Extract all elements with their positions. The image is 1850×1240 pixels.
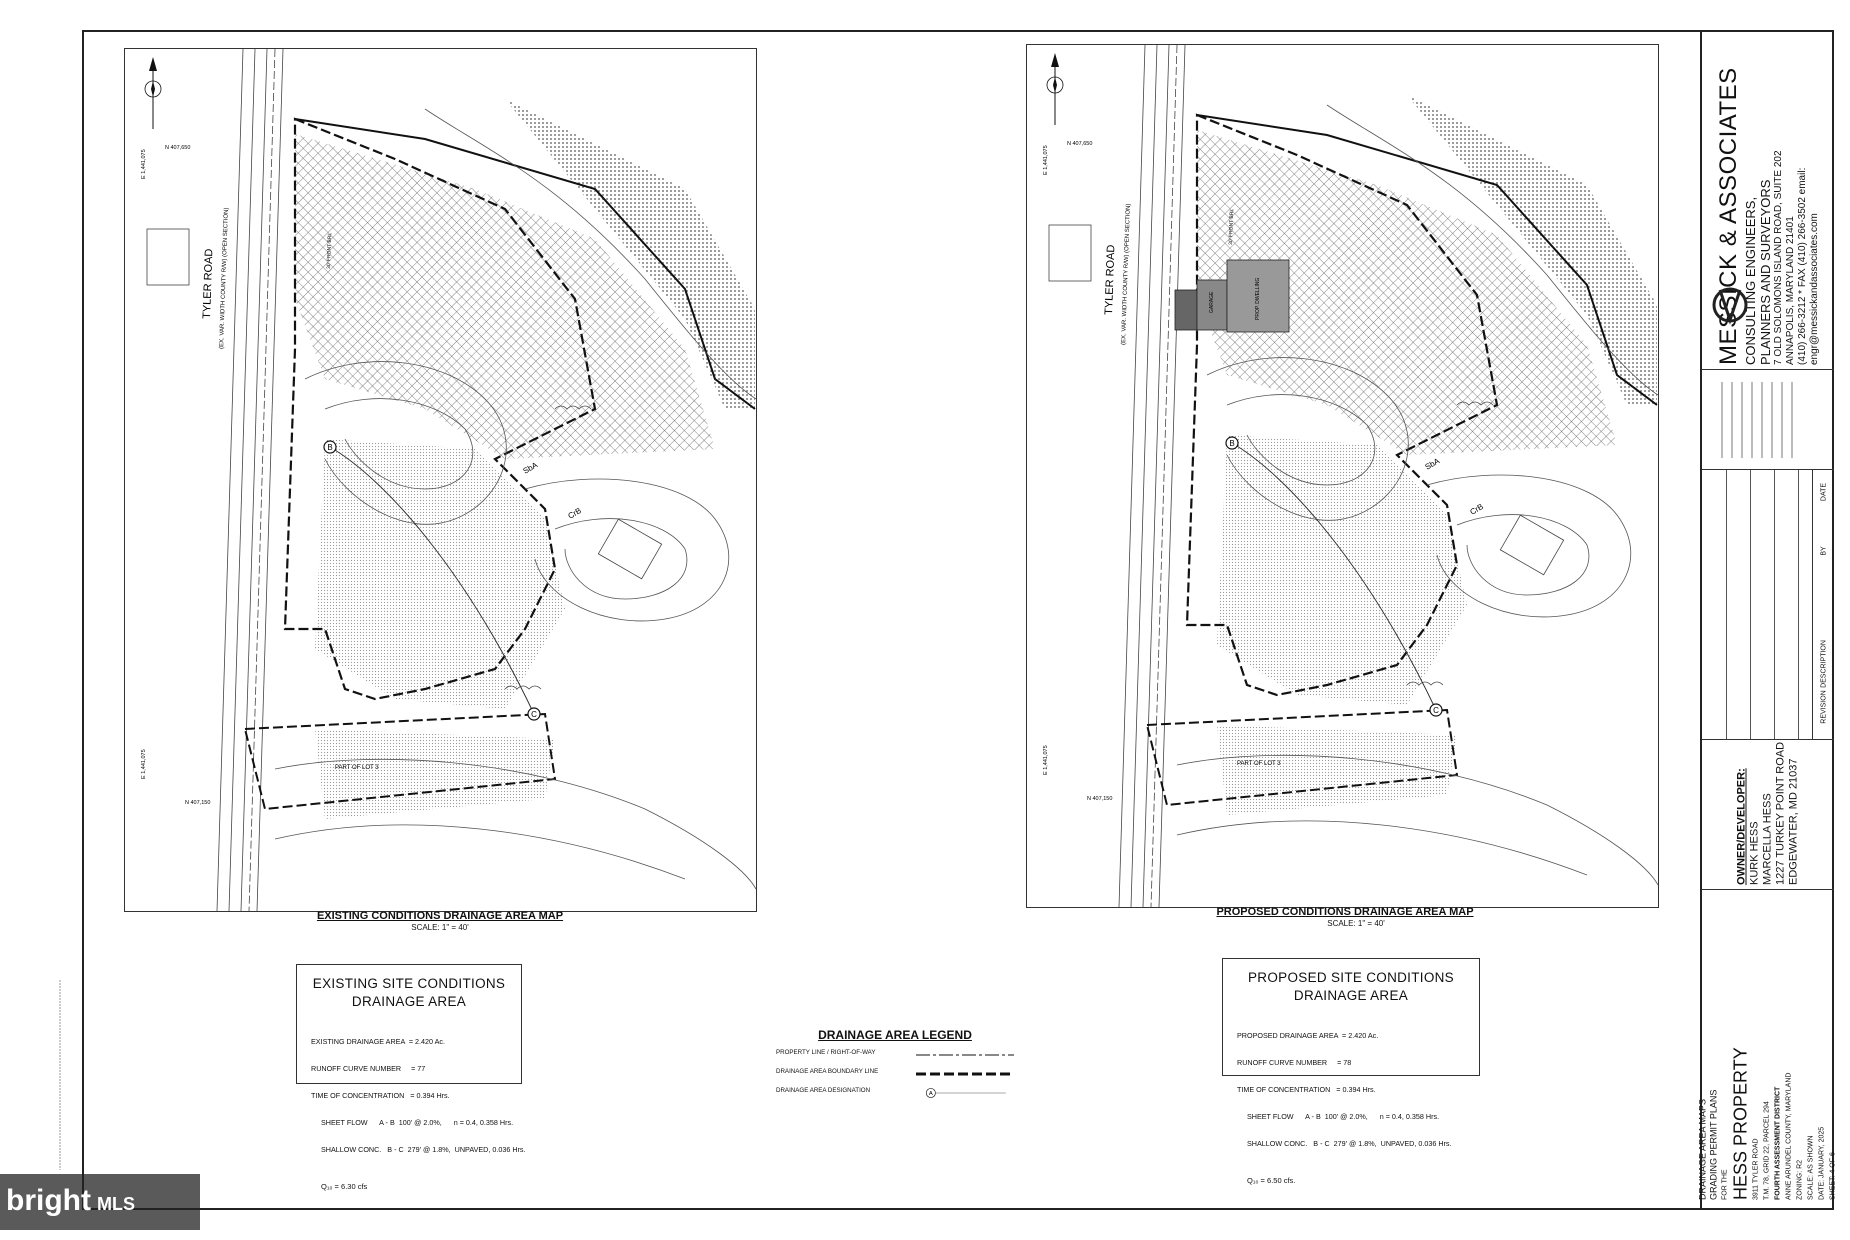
existing-line-4: SHEET FLOW A - B 100' @ 2.0%, n = 0.4, 0.358 Hrs. [311,1118,514,1127]
existing-conditions-box [296,964,526,1191]
proposed-box-title-2: DRAINAGE AREA [1293,988,1409,1003]
front-brl-label: 30' FRONT BRL [326,232,334,270]
existing-box-title-1: EXISTING SITE CONDITIONS [312,976,506,991]
legend-title: DRAINAGE AREA LEGEND [818,1028,972,1042]
proposed-line-5: SHALLOW CONC. B - C 279' @ 1.8%, UNPAVED, 0.036 Hrs. [1237,1139,1452,1148]
existing-line-3: TIME OF CONCENTRATION = 0.394 Hrs. [311,1091,450,1100]
proposed-q10: Q₁₀ = 6.50 cfs. [1247,1176,1296,1185]
plan-type: GRADING PERMIT PLANS [1708,1089,1719,1200]
existing-conditions-map [124,48,757,912]
coordinate-e1: E 1,441,075 [141,149,147,179]
owner-address-1: 1227 TURKEY POINT ROAD [1774,741,1787,885]
bright-mls-watermark [0,1174,200,1230]
soil-label-crb: CrB [566,506,583,521]
property-line-symbol [916,1050,1014,1060]
coordinate-e2: E 1,441,075 [141,749,147,779]
adjacent-building-1 [147,229,189,285]
owner-address-2: EDGEWATER, MD 21037 [1787,757,1800,885]
certification-cell [1702,370,1834,470]
county: ANNE ARUNDEL COUNTY, MARYLAND [1785,1072,1793,1200]
drainage-area-legend [776,1028,1014,1128]
road-sublabel: (EX. VAR. WIDTH COUNTY R/W) (OPEN SECTION) [219,207,230,350]
owner-info [1735,741,1801,885]
proposed-box-lines [1237,1013,1465,1166]
north-arrow-icon [145,57,161,129]
proposed-line-4: SHEET FLOW A - B 100' @ 2.0%, n = 0.4, 0.358 Hrs. [1237,1112,1440,1121]
firm-sub-2: PLANNERS AND SURVEYORS [1758,179,1773,365]
proposed-conditions-box [1222,958,1480,1185]
boundary-line-symbol [916,1069,1014,1079]
existing-map-drawing [125,49,756,911]
owner-heading-text: OWNER/DEVELOPER: [1735,767,1748,885]
soil-label-sba: SbA [521,460,540,476]
north-arrow-icon [1047,53,1063,125]
legend-label-designation: DRAINAGE AREA DESIGNATION [776,1087,871,1094]
adjacent-building-1 [1049,225,1091,281]
rev-col-date: DATE [1820,482,1828,501]
owner-name-1: KURK HESS [1748,820,1761,885]
stipple-area-1 [1217,435,1467,705]
stipple-area-1 [315,439,565,709]
coordinate-e1: E 1,441,075 [1043,145,1049,175]
rev-col-by: BY [1820,546,1828,556]
firm-address-3: (410) 266-3212 * FAX (410) 266-3502 email: [1797,167,1808,365]
existing-box-lines [311,1019,526,1172]
node-c-label: C [1433,706,1439,715]
drawing-date: DATE: JANUARY, 2025 [1818,1126,1826,1200]
proposed-box-title-1: PROPOSED SITE CONDITIONS [1248,970,1454,985]
dwelling-label: PROP. DWELLING [1255,277,1261,320]
firm-address-2: ANNAPOLIS, MARYLAND 21401 [1785,215,1796,365]
coordinate-n1: N 407,650 [1067,141,1093,147]
adjacent-building-2 [598,519,661,579]
firm-address-1: 7 OLD SOLOMONS ISLAND ROAD, SUITE 202 [1773,149,1784,365]
revision-table [1702,470,1834,740]
tyler-road-lines [217,49,283,911]
proposed-map-scale: SCALE: 1" = 40' [1327,919,1385,928]
owner-cell [1702,740,1834,890]
sheet-title: DRAINAGE AREA MAPS [1697,1098,1708,1200]
firm-logo-icon [1710,270,1750,340]
garage-label: GARAGE [1209,291,1215,313]
proposed-map-drawing [1027,45,1658,907]
certification-text-block [1712,378,1822,462]
stipple-area-2 [1217,725,1457,815]
existing-map-scale: SCALE: 1" = 40' [411,923,469,932]
legend-row-boundary [776,1065,1014,1080]
coordinate-n2: N 407,150 [185,800,211,806]
existing-map-title: EXISTING CONDITIONS DRAINAGE AREA MAP [316,910,564,922]
legend-row-designation [776,1084,1014,1099]
firm-sub-1: CONSULTING ENGINEERS, [1743,196,1758,365]
soil-label-crb: CrB [1468,502,1485,517]
road-label: TYLER ROAD [201,248,216,320]
legend-label-property-line: PROPERTY LINE / RIGHT-OF-WAY [776,1049,876,1056]
project-name: HESS PROPERTY [1730,1047,1751,1200]
project-info [1698,900,1839,1200]
designation-symbol-letter: A [928,1091,933,1098]
coordinate-n1: N 407,650 [165,145,191,151]
owner-heading [1736,745,1749,885]
zoning: ZONING: R2 [1796,1159,1804,1200]
proposed-conditions-map [1026,44,1659,908]
drawing-scale: SCALE: AS SHOWN [1807,1135,1815,1200]
watermark-brand: bright [6,1184,91,1217]
coordinate-e2: E 1,441,075 [1043,745,1049,775]
rev-col-revision: REVISION [1820,689,1828,724]
firm-name: MESSICK & ASSOCIATES [1715,66,1742,365]
front-brl-label: 30' FRONT BRL [1228,208,1236,246]
stipple-area-2 [315,729,555,819]
proposed-line-1: PROPOSED DRAINAGE AREA = 2.420 Ac. [1237,1031,1379,1040]
proposed-line-3: TIME OF CONCENTRATION = 0.394 Hrs. [1237,1085,1376,1094]
proposed-line-2: RUNOFF CURVE NUMBER = 78 [1237,1058,1352,1067]
coordinate-n2: N 407,150 [1087,796,1113,802]
file-path-note [55,980,65,1170]
district: FOURTH ASSESSMENT DISTRICT [1774,1086,1782,1200]
sheet-number: SHEET: 4 OF 6 [1829,1152,1837,1200]
owner-name-2: MARCELLA HESS [1761,792,1774,885]
proposed-map-title: PROPOSED CONDITIONS DRAINAGE AREA MAP [1216,906,1474,918]
legend-row-property-line [776,1046,1014,1061]
existing-line-2: RUNOFF CURVE NUMBER = 77 [311,1064,426,1073]
tyler-road-lines [1119,45,1185,907]
project-address: 3911 TYLER ROAD [1752,1138,1760,1200]
existing-line-1: EXISTING DRAINAGE AREA = 2.420 Ac. [311,1037,446,1046]
existing-line-5: SHALLOW CONC. B - C 279' @ 1.8%, UNPAVED, 0.036 Hrs. [311,1145,526,1154]
road-sublabel: (EX. VAR. WIDTH COUNTY R/W) (OPEN SECTION) [1121,203,1132,346]
node-c-label: C [531,710,537,719]
firm-cell [1702,30,1834,370]
existing-box-title-2: DRAINAGE AREA [351,994,467,1009]
road-label: TYLER ROAD [1103,244,1118,316]
legend-label-boundary: DRAINAGE AREA BOUNDARY LINE [776,1068,879,1075]
existing-q10: Q₁₀ = 6.30 cfs [321,1182,368,1191]
node-b-label: B [1229,439,1235,448]
proposed-driveway [1175,290,1197,330]
node-b-label: B [327,443,333,452]
firm-email: engr@messickandassociates.com [1809,212,1820,365]
watermark-mls: MLS [96,1194,135,1214]
designation-symbol [916,1088,1014,1098]
project-cell [1697,890,1837,1210]
title-block [1697,30,1837,1210]
for-the: FOR THE [1721,1169,1729,1200]
lot-label: PART OF LOT 3 [335,765,379,771]
rev-col-description: DESCRIPTION [1820,639,1828,688]
soil-label-sba: SbA [1423,456,1442,472]
adjacent-building-2 [1500,515,1563,575]
lot-label: PART OF LOT 3 [1237,761,1281,767]
project-tax-map: T.M. 78, GRID 22, PARCEL 294 [1763,1101,1771,1200]
